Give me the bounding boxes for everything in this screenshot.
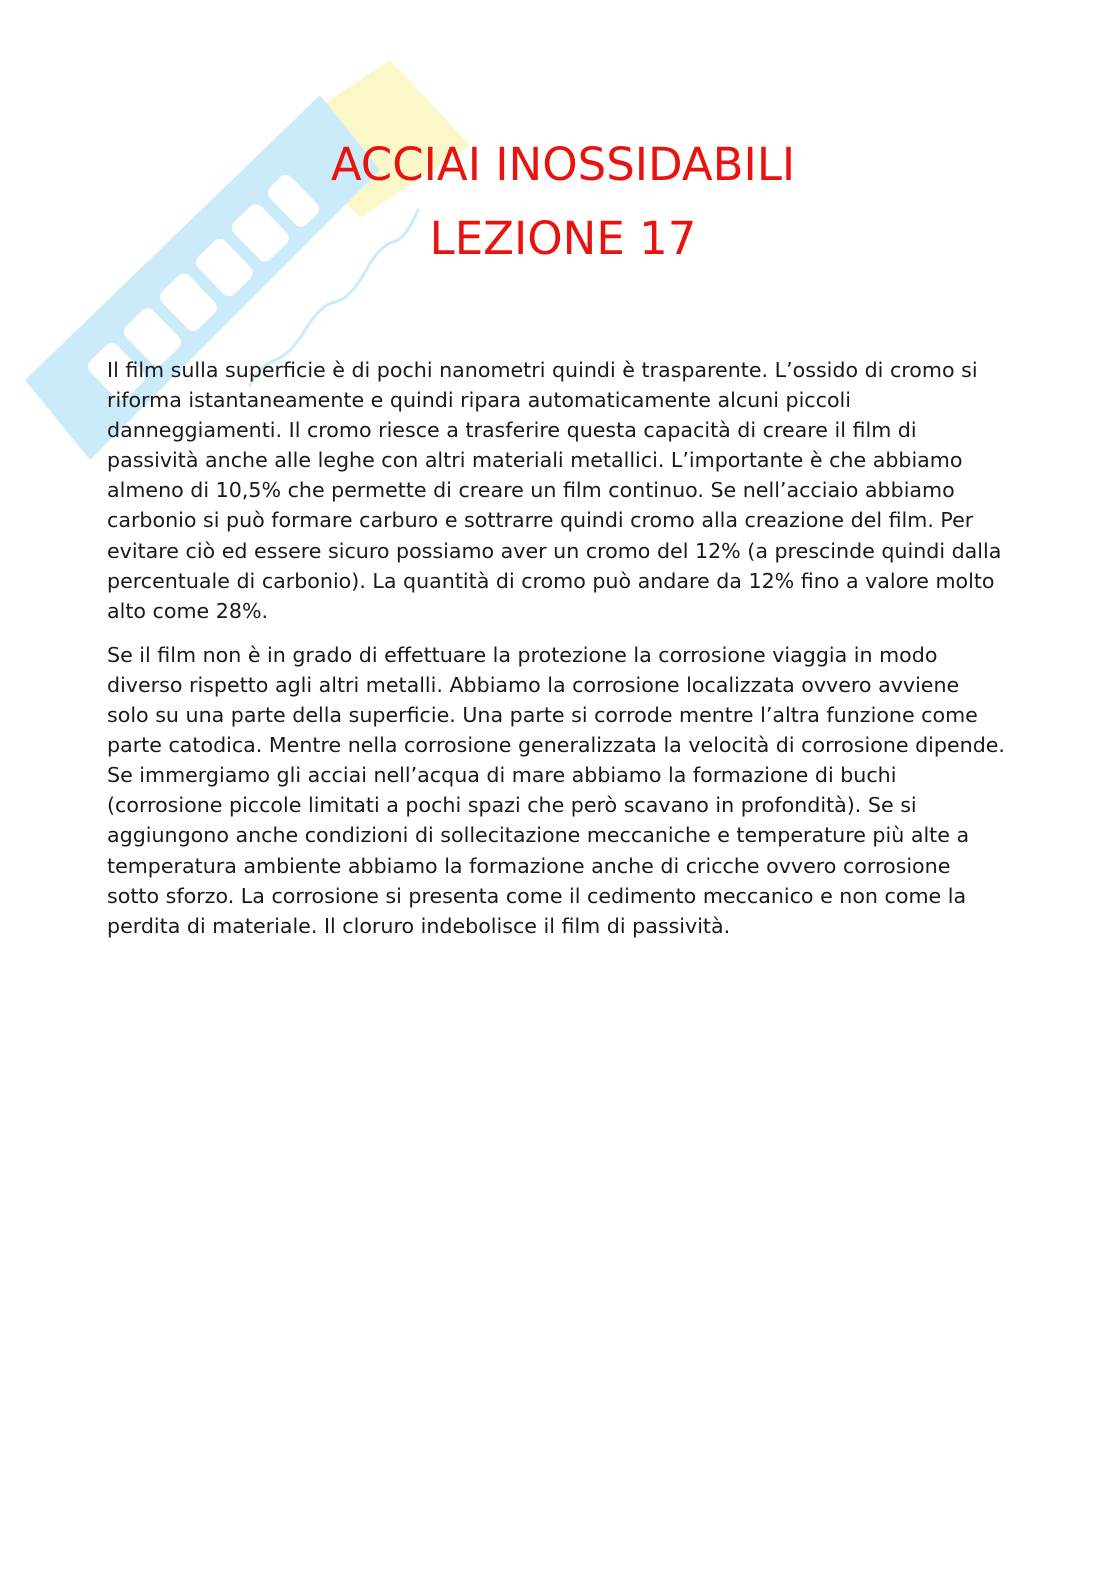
lecture-title bbox=[0, 128, 1116, 276]
title-line-2: LEZIONE 17 bbox=[429, 212, 697, 265]
title-line-1: ACCIAI INOSSIDABILI bbox=[330, 138, 796, 191]
paragraph: Se il film non è in grado di effettuare la protezione la corrosione viaggia in modo diverso rispetto agli altri metalli. Abbiamo la corrosione localizzata ovvero avviene solo su una parte della superficie. Una parte si corrode mentre l’altra funzione come parte catodica. Mentre nella corrosione generalizzata la velocità di corrosione dipende. Se immergiamo gli acciai nell’acqua di mare abbiamo la formazione di buchi (corrosione piccole limitati a pochi spazi che però scavano in profondità). Se si aggiungono anche condizioni di sollecitazione meccaniche e temperature più alte a temperatura ambiente abbiamo la formazione anche di cricche ovvero corrosione sotto sforzo. La corrosione si presenta come il cedimento meccanico e non come la perdita di materiale. Il cloruro indebolisce il film di passività. bbox=[107, 642, 1005, 938]
paragraph: Il film sulla superficie è di pochi nanometri quindi è trasparente. L’ossido di cromo si riforma istantaneamente e quindi ripara automaticamente alcuni piccoli danneggiamenti. Il cromo riesce a trasferire questa capacità di creare il film di passività anche alle leghe con altri materiali metallici. L’importante è che abbiamo almeno di 10,5% che permette di creare un film continuo. Se nell’acciaio abbiamo carbonio si può formare carburo e sottrarre quindi cromo alla creazione del film. Per evitare ciò ed essere sicuro possiamo aver un cromo del 12% (a prescinde quindi dalla percentuale di carbonio). La quantità di cromo può andare da 12% fino a valore molto alto come 28%. bbox=[107, 358, 1002, 623]
body-text bbox=[107, 355, 1007, 955]
